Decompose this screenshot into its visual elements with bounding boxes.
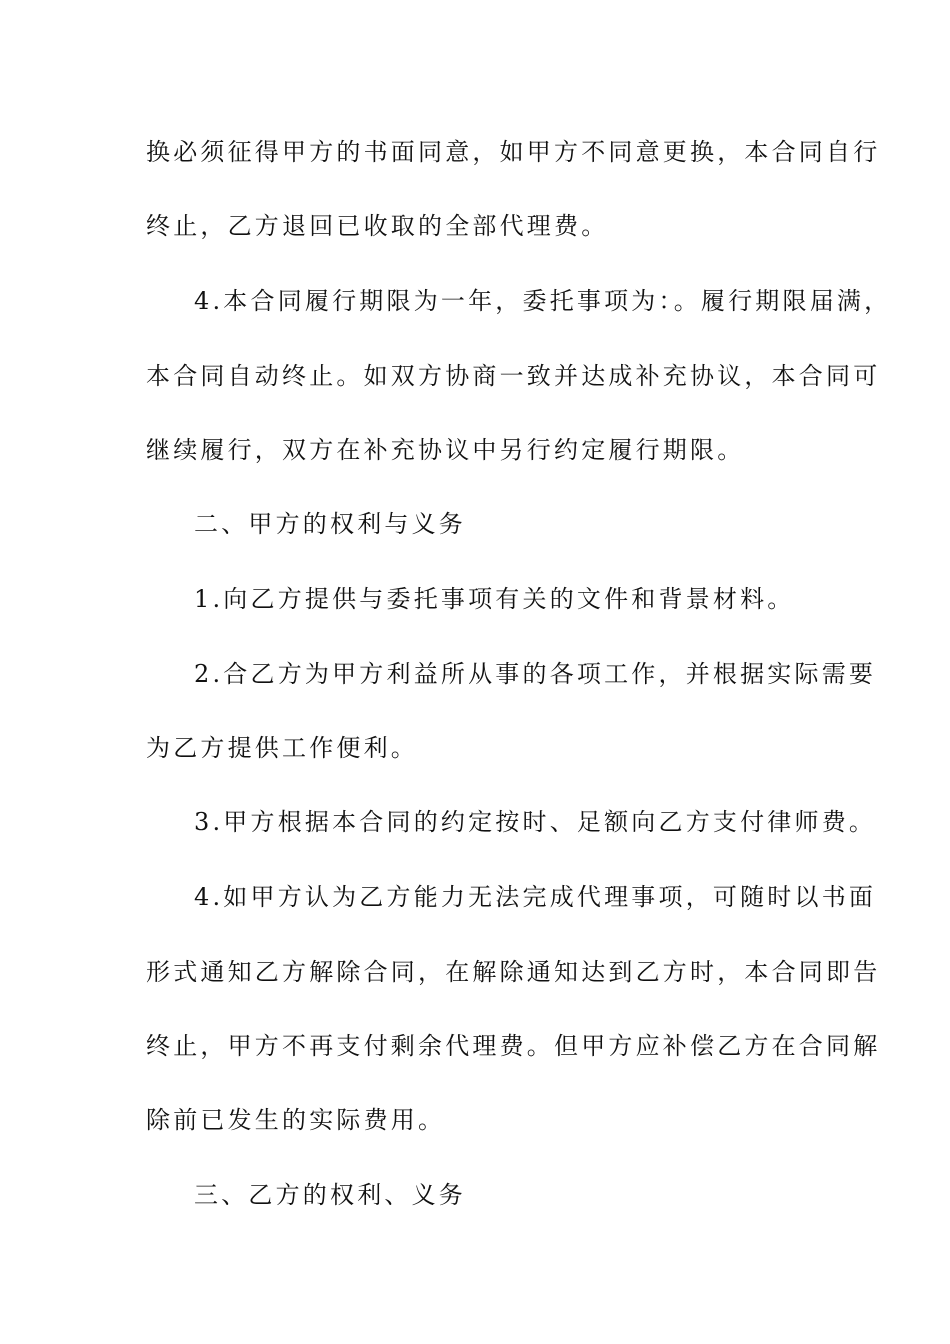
text-line: 4.本合同履行期限为一年，委托事项为：。履行期限届满，: [194, 287, 892, 315]
text-line: 终止，乙方退回已收取的全部代理费。: [146, 212, 609, 240]
section-heading: 三、乙方的权利、义务: [194, 1181, 466, 1209]
text-line: 本合同自动终止。如双方协商一致并达成补充协议，本合同可: [146, 362, 881, 390]
text-line: 4.如甲方认为乙方能力无法完成代理事项，可随时以书面: [194, 883, 877, 911]
section-heading: 二、甲方的权利与义务: [194, 510, 466, 538]
text-line: 1.向乙方提供与委托事项有关的文件和背景材料。: [194, 585, 795, 613]
text-line: 继续履行，双方在补充协议中另行约定履行期限。: [146, 436, 745, 464]
text-line: 终止，甲方不再支付剩余代理费。但甲方应补偿乙方在合同解: [146, 1032, 881, 1060]
text-line: 为乙方提供工作便利。: [146, 734, 418, 762]
text-line: 形式通知乙方解除合同，在解除通知达到乙方时，本合同即告: [146, 958, 881, 986]
text-line: 2.合乙方为甲方利益所从事的各项工作，并根据实际需要: [194, 660, 877, 688]
text-line: 换必须征得甲方的书面同意，如甲方不同意更换，本合同自行: [146, 138, 881, 166]
text-line: 除前已发生的实际费用。: [146, 1106, 446, 1134]
text-line: 3.甲方根据本合同的约定按时、足额向乙方支付律师费。: [194, 808, 877, 836]
